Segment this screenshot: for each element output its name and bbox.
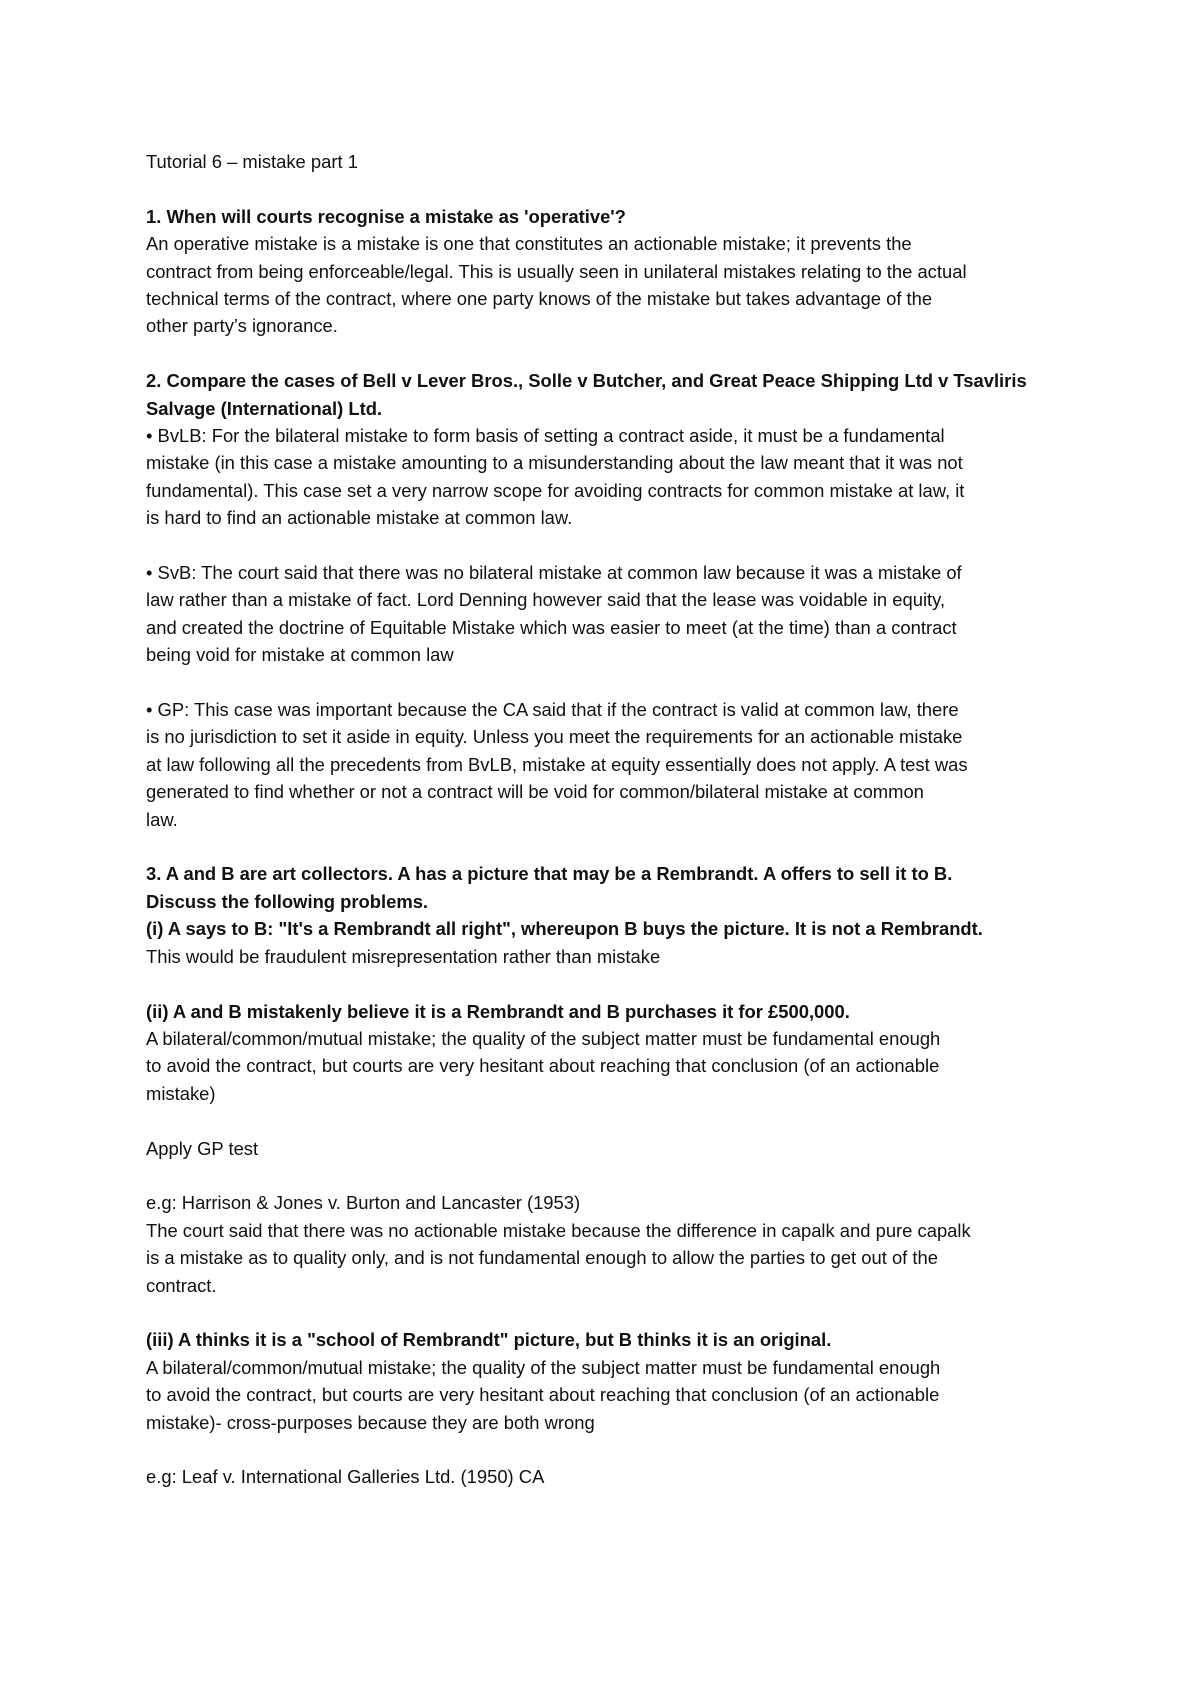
- spacer: [146, 1436, 1066, 1463]
- q2-gp-line: is no jurisdiction to set it aside in equity. Unless you meet the requirements for an actionable mistake: [146, 726, 963, 748]
- q2-bvlb-line: fundamental). This case set a very narrow scope for avoiding contracts for common mistake at law, it: [146, 479, 965, 501]
- q3-part-ii-heading: (ii) A and B mistakenly believe it is a Rembrandt and B purchases it for £500,000.: [146, 1000, 850, 1022]
- q2-bvlb-line: is hard to find an actionable mistake at common law.: [146, 507, 573, 529]
- q2-svb-line: law rather than a mistake of fact. Lord Denning however said that the lease was voidable in equity,: [146, 589, 946, 611]
- spacer: [146, 1162, 1066, 1189]
- q3-part-iii-heading: (iii) A thinks it is a "school of Rembrandt" picture, but B thinks it is an original.: [146, 1329, 832, 1351]
- q3-part-ii-line: mistake): [146, 1082, 216, 1104]
- spacer: [146, 669, 1066, 696]
- q2-svb-line: • SvB: The court said that there was no bilateral mistake at common law because it was a mistake of: [146, 562, 962, 584]
- q3-part-ii-line: to avoid the contract, but courts are very hesitant about reaching that conclusion (of an actionable: [146, 1055, 940, 1077]
- spacer: [146, 532, 1066, 559]
- q3-heading-line: 3. A and B are art collectors. A has a picture that may be a Rembrandt. A offers to sell it to B.: [146, 863, 953, 885]
- q1-answer-line: An operative mistake is a mistake is one that constitutes an actionable mistake; it prevents the: [146, 233, 912, 255]
- q2-svb-line: being void for mistake at common law: [146, 644, 454, 666]
- spacer: [146, 970, 1066, 997]
- q1-answer-line: contract from being enforceable/legal. This is usually seen in unilateral mistakes relating to the actual: [146, 260, 967, 282]
- spacer: [146, 175, 1066, 202]
- q2-gp-line: • GP: This case was important because the CA said that if the contract is valid at common law, there: [146, 699, 959, 721]
- q2-heading-line: Salvage (International) Ltd.: [146, 397, 383, 419]
- q3-part-iii-line: A bilateral/common/mutual mistake; the quality of the subject matter must be fundamental enough: [146, 1356, 941, 1378]
- q2-bvlb-line: • BvLB: For the bilateral mistake to form basis of setting a contract aside, it must be a fundamental: [146, 425, 945, 447]
- document-page: [146, 148, 1066, 1491]
- q3-part-iii-line: mistake)- cross-purposes because they are both wrong: [146, 1411, 595, 1433]
- q2-gp-line: law.: [146, 808, 178, 830]
- q2-bvlb-line: mistake (in this case a mistake amounting to a misunderstanding about the law meant that it was not: [146, 452, 963, 474]
- q3-heading-line: Discuss the following problems.: [146, 890, 429, 912]
- q3-example-2: e.g: Leaf v. International Galleries Ltd. (1950) CA: [146, 1466, 545, 1488]
- q2-svb-line: and created the doctrine of Equitable Mistake which was easier to meet (at the time) than a contract: [146, 616, 957, 638]
- spacer: [146, 1107, 1066, 1134]
- q3-part-ii-line: A bilateral/common/mutual mistake; the quality of the subject matter must be fundamental enough: [146, 1027, 941, 1049]
- spacer: [146, 1299, 1066, 1326]
- q1-heading: 1. When will courts recognise a mistake as 'operative'?: [146, 205, 626, 227]
- q3-heading-line: (i) A says to B: "It's a Rembrandt all right", whereupon B buys the picture. It is not a Rembrandt.: [146, 918, 983, 940]
- document-title: Tutorial 6 – mistake part 1: [146, 151, 358, 172]
- q2-gp-line: generated to find whether or not a contract will be void for common/bilateral mistake at common: [146, 781, 924, 803]
- q2-gp-line: at law following all the precedents from BvLB, mistake at equity essentially does not apply. A test was: [146, 753, 968, 775]
- q2-heading-line: 2. Compare the cases of Bell v Lever Bros., Solle v Butcher, and Great Peace Shipping Ltd v Tsavliris: [146, 370, 1027, 392]
- q3-example-1-line: is a mistake as to quality only, and is not fundamental enough to allow the parties to get out of the: [146, 1247, 938, 1269]
- q3-part-iii-line: to avoid the contract, but courts are very hesitant about reaching that conclusion (of an actionable: [146, 1384, 940, 1406]
- q3-example-1-line: The court said that there was no actionable mistake because the difference in capalk and pure capalk: [146, 1219, 971, 1241]
- q1-answer-line: technical terms of the contract, where one party knows of the mistake but takes advantage of the: [146, 288, 933, 310]
- q3-example-1: e.g: Harrison & Jones v. Burton and Lancaster (1953): [146, 1192, 581, 1214]
- q1-answer-line: other party’s ignorance.: [146, 315, 338, 337]
- spacer: [146, 833, 1066, 860]
- q3-example-1-line: contract.: [146, 1274, 217, 1296]
- q3-part-i-answer: This would be fraudulent misrepresentation rather than mistake: [146, 945, 661, 967]
- spacer: [146, 340, 1066, 367]
- q3-apply-test: Apply GP test: [146, 1137, 259, 1159]
